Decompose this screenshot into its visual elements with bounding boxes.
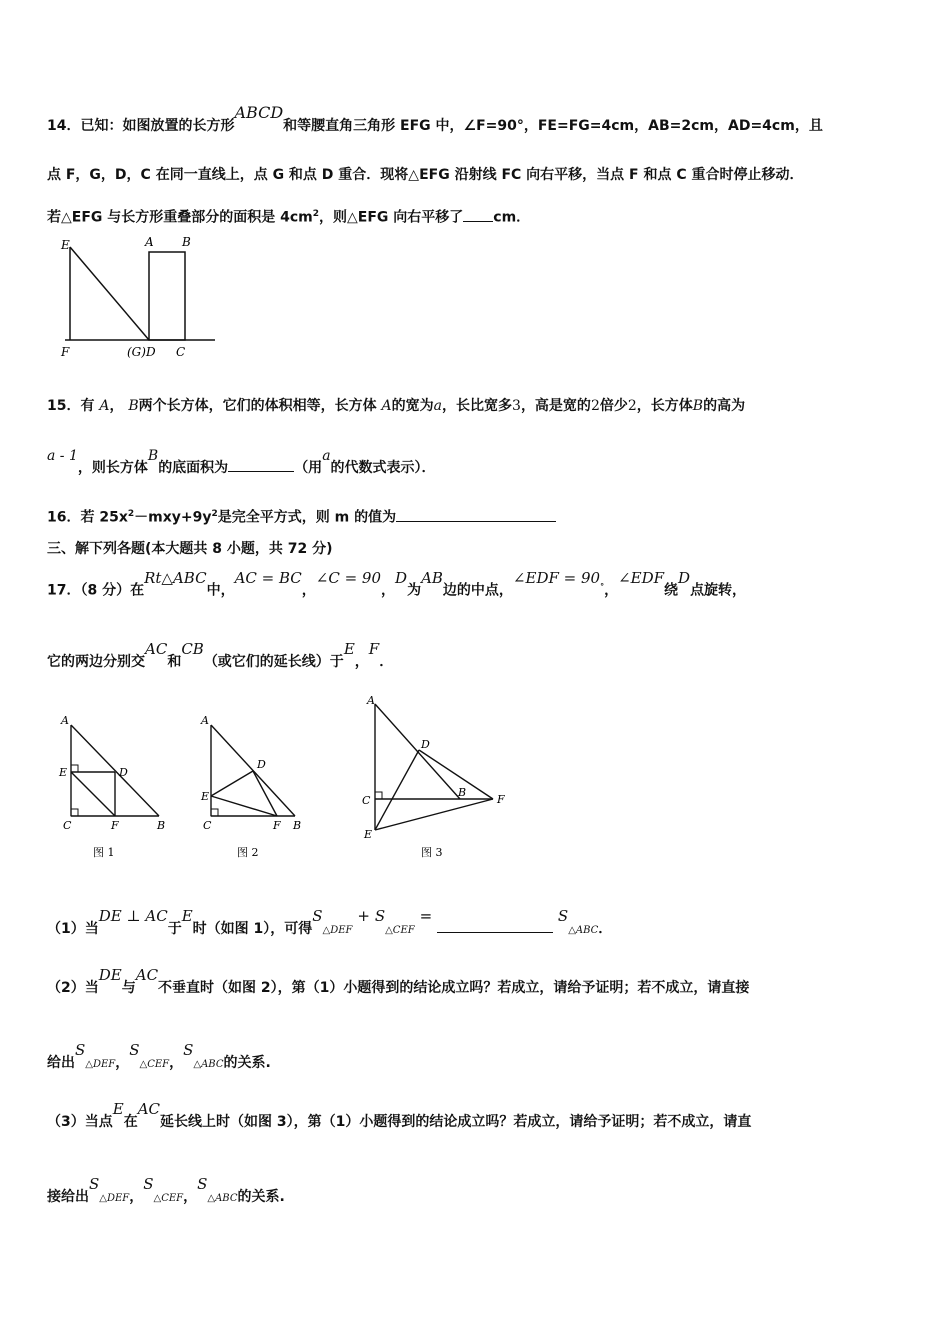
svg-text:F: F <box>273 819 281 832</box>
q17-p1-blank[interactable] <box>437 918 553 933</box>
q14-label-c: C <box>176 345 186 359</box>
q14-line1: 14．已知：如图放置的长方形ABCD和等腰直角三角形 EFG 中，∠F=90°，FE=FG=4cm，AB=2cm，AD=4cm，且 <box>47 103 823 134</box>
svg-text:D: D <box>421 738 430 751</box>
svg-text:B: B <box>293 819 302 832</box>
svg-text:A: A <box>367 694 375 707</box>
q17-figure-2 <box>200 714 301 859</box>
q14-label-a: A <box>145 235 154 249</box>
svg-text:A: A <box>201 714 209 727</box>
svg-text:C: C <box>362 794 371 807</box>
q14-label-gd: (G)D <box>127 345 156 359</box>
svg-text:C: C <box>63 819 72 832</box>
svg-text:E: E <box>59 766 68 779</box>
q15-line1: 15．有 A， B两个长方体，它们的体积相等，长方体 A的宽为a，长比宽多3，高是宽的2倍少2，长方体B的高为 <box>47 398 746 414</box>
q17-figure-1 <box>58 714 165 859</box>
svg-text:B: B <box>458 786 467 799</box>
q14-label-f: F <box>61 345 70 359</box>
svg-text:D: D <box>119 766 128 779</box>
svg-text:E: E <box>364 828 373 841</box>
q17-part2-line2: 给出S△DEF，S△CEF，S△ABC的关系. <box>47 1041 271 1071</box>
fig3-caption: 图 3 <box>421 846 443 859</box>
q17-part2-line1: （2）当DE与AC不垂直时（如图 2），第（1）小题得到的结论成立吗？若成立，请给予证明；若不成立，请直接 <box>47 966 750 996</box>
svg-text:C: C <box>203 819 212 832</box>
q14-label-e: E <box>61 238 70 252</box>
q17-part3-line1: （3）当点E在AC延长线上时（如图 3），第（1）小题得到的结论成立吗？若成立，请给予证明；若不成立，请直 <box>47 1100 752 1130</box>
svg-text:F: F <box>111 819 119 832</box>
q17-figures <box>55 692 525 862</box>
svg-text:D: D <box>257 758 266 771</box>
q14-figure <box>55 232 225 362</box>
q14-line3: 若△EFG 与长方形重叠部分的面积是 $4cm^2$，则△EFG 向右平移了 cm． <box>47 205 530 227</box>
svg-text:B: B <box>157 819 166 832</box>
q17-line2: 它的两边分别交AC和CB（或它们的延长线）于E，F． <box>47 640 394 670</box>
q15-answer-blank[interactable] <box>228 457 294 472</box>
q14-line2: 点 F，G，D，C 在同一直线上，点 G 和点 D 重合．现将△EFG 沿射线 FC 向右平移，当点 F 和点 C 重合时停止移动． <box>47 167 804 183</box>
q17-figure-3 <box>362 694 505 859</box>
section-3-heading: 三、解下列各题(本大题共 8 小题，共 72 分) <box>47 541 333 557</box>
q14-label-b: B <box>182 235 191 249</box>
svg-text:E: E <box>201 790 210 803</box>
q16-answer-blank[interactable] <box>396 507 556 522</box>
fig1-caption: 图 1 <box>93 846 115 859</box>
svg-text:A: A <box>61 714 69 727</box>
fig2-caption: 图 2 <box>237 846 259 859</box>
q16-line: 16．若 $25x^2-mxy+9y^2$是完全平方式，则 m 的值为 <box>47 505 556 527</box>
q17-line1: 17．（8 分）在Rt△ABC中，AC = BC，∠C = 90，D为AB边的中点，∠EDF = 90°，∠EDF绕D点旋转， <box>47 568 747 599</box>
q14-answer-blank[interactable] <box>463 207 493 222</box>
q15-line2: a - 1，则长方体B的底面积为 （用a的代数式表示）． <box>47 448 436 476</box>
q17-part3-line2: 接给出S△DEF，S△CEF，S△ABC的关系. <box>47 1175 285 1205</box>
svg-text:F: F <box>497 793 505 806</box>
q17-part1: （1）当DE ⊥ AC于E时（如图 1），可得S△DEF + S△CEF = S△ABC． <box>47 907 613 937</box>
